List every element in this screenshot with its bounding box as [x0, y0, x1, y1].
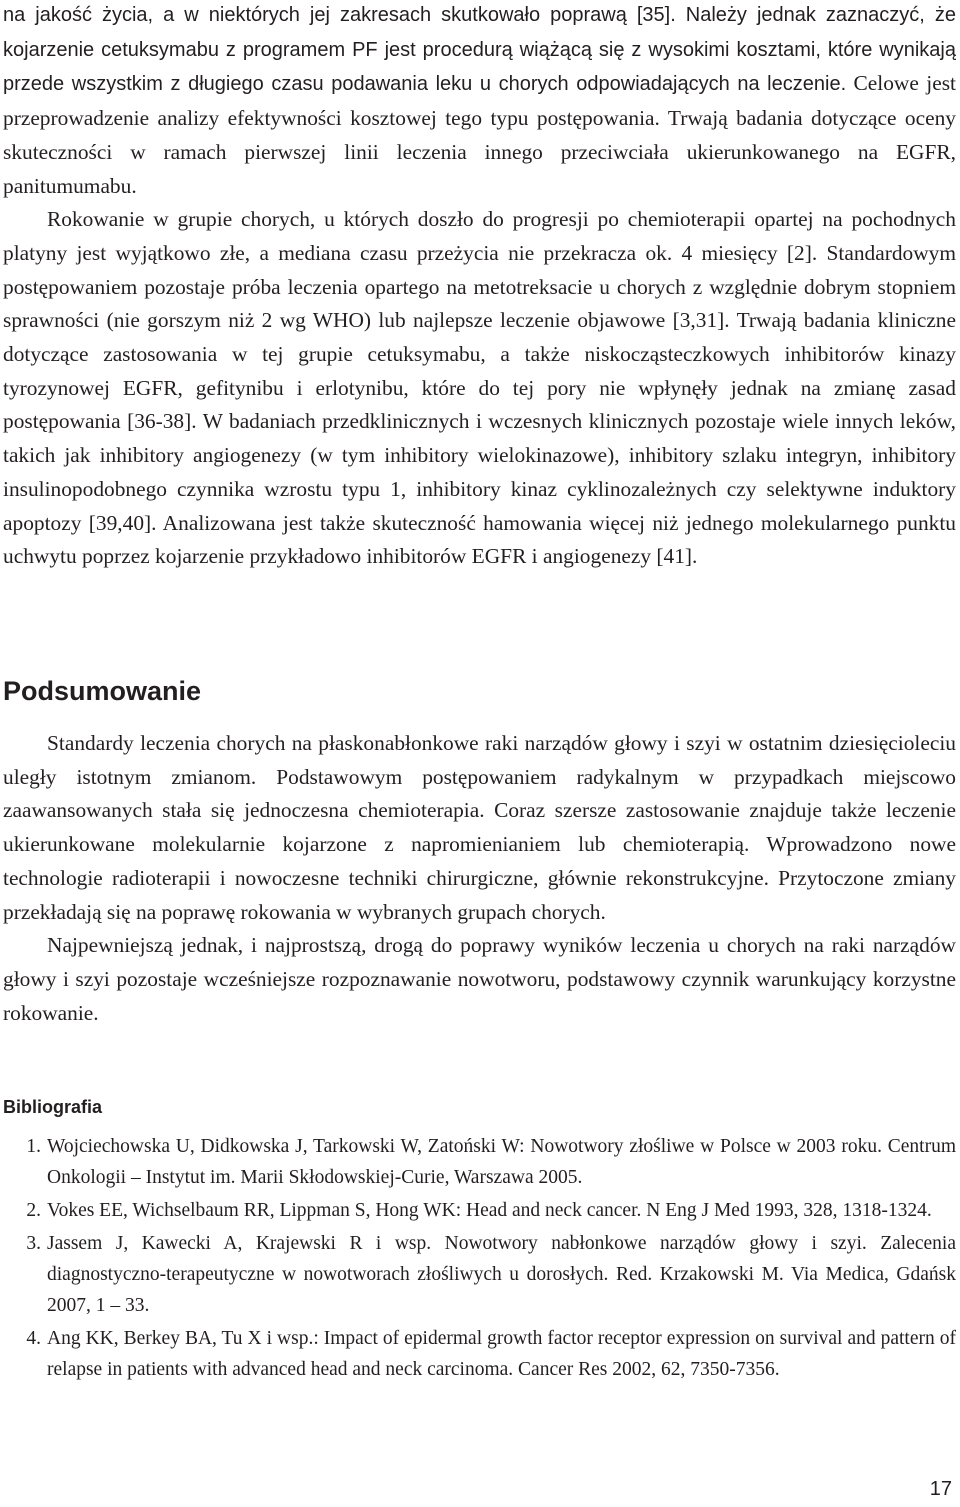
bibliography-item [3, 1131, 956, 1193]
bibliography-item-text: Wojciechowska U, Didkowska J, Tarkowski W, Zatoński W: Nowotwory złośliwe w Polsce w 2003 roku. Centrum Onkologii – Instytut im. Marii Skłodowskiej-Curie, Warszawa 2005. [47, 1136, 956, 1188]
bibliography-item-text: Ang KK, Berkey BA, Tu X i wsp.: Impact of epidermal growth factor receptor expression on survival and pattern of relapse in patients with advanced head and neck carcinoma. Cancer Res 2002, 62, 7350-7356. [47, 1328, 956, 1380]
bibliography-item [3, 1228, 956, 1321]
summary-paragraph-1: Standardy leczenia chorych na płaskonabłonkowe raki narządów głowy i szyi w ostatnim dziesięcioleciu uległy istotnym zmianom. Podstawowym postępowaniem radykalnym w przypadkach miejscowo zaawansowanych stała się jednoczesna chemioterapia. Coraz szersze zastosowanie znajduje także leczenie ukierunkowane molekularnie kojarzone z napromienianiem lub chemioterapią. Wprowadzono nowe technologie radioterapii i nowoczesne techniki chirurgiczne, głównie rekonstrukcyjne. Przytoczone zmiany przekładają się na poprawę rokowania w wybranych grupach chorych. [3, 731, 956, 924]
bibliography-item-number: 2. [26, 1200, 41, 1221]
bibliography-title: Bibliografia [3, 1097, 103, 1117]
summary-section [3, 727, 956, 1030]
summary-paragraph-2: Najpewniejszą jednak, i najprostszą, drogą do poprawy wyników leczenia u chorych na raki narządów głowy i szyi pozostaje wcześniejsze rozpoznawanie nowotworu, podstawowy czynnik warunkujący korzystne rokowanie. [3, 933, 956, 1025]
bibliography-item-text: Vokes EE, Wichselbaum RR, Lippman S, Hong WK: Head and neck cancer. N Eng J Med 1993, 328, 1318-1324. [47, 1200, 932, 1221]
bibliography-item [3, 1323, 956, 1385]
bibliography-item-number: 3. [26, 1233, 41, 1254]
bibliography-item [3, 1195, 956, 1226]
bibliography-item-number: 1. [26, 1136, 41, 1157]
paragraph-prognosis: Rokowanie w grupie chorych, u których doszło do progresji po chemioterapii opartej na pochodnych platyny jest wyjątkowo złe, a mediana czasu przeżycia nie przekracza ok. 4 miesięcy [2]. Standardowym postępowaniem pozostaje próba leczenia opartego na metotreksacie u chorych z względnie dobrym stopniem sprawności (nie gorszym niż 2 wg WHO) lub najlepsze leczenie objawowe [3,31]. Trwają badania kliniczne dotyczące zastosowania w tej grupie cetuksymabu, a także niskocząsteczkowych inhibitorów kinazy tyrozynowej EGFR, gefitynibu i erlotynibu, które do tej pory nie wpłynęły jednak na zmianę zasad postępowania [36-38]. W badaniach przedklinicznych i wczesnych klinicznych pozostaje wiele innych leków, takich jak inhibitory angiogenezy (w tym inhibitory wielokinazowe), inhibitory szlaku integryn, inhibitory insulinopodobnego czynnika wzrostu typu 1, inhibitory kinaz cyklinozależnych czy selektywne induktory apoptozy [39,40]. Analizowana jest także skuteczność hamowania więcej niż jednego molekularnego punktu uchwytu poprzez kojarzenie przykładowo inhibitorów EGFR i angiogenezy [41]. [3, 207, 956, 569]
section-title-summary: Podsumowanie [3, 676, 202, 706]
paragraph-intro [3, 0, 956, 203]
bibliography-list [3, 1131, 956, 1387]
page [3, 0, 956, 1500]
bibliography-item-text: Jassem J, Kawecki A, Krajewski R i wsp. Nowotwory nabłonkowe narządów głowy i szyi. Zalecenia diagnostyczno-terapeutyczne w nowotworach złośliwych u dorosłych. Red. Krzakowski M. Via Medica, Gdańsk 2007, 1 – 33. [47, 1233, 956, 1316]
paragraph-intro-sans-part: na jakość życia, a w niektórych jej zakresach skutkowało poprawą [35]. Należy jednak zaznaczyć, że kojarzenie cetuksymabu z programem PF jest procedurą wiążącą się z wysokimi kosztami, które wynikają przede wszystkim z długiego czasu podawania leku u chorych odpowiadających na leczenie. [3, 4, 956, 96]
bibliography-item-number: 4. [26, 1328, 41, 1349]
page-number: 17 [929, 1478, 952, 1500]
paragraph-intro-serif-part: Celowe jest przeprowadzenie analizy efektywności kosztowej tego typu postępowania. Trwają badania dotyczące oceny skuteczności w ramach pierwszej linii leczenia innego przeciwciała ukierunkowanego na EGFR, panitumumabu. [3, 71, 956, 198]
